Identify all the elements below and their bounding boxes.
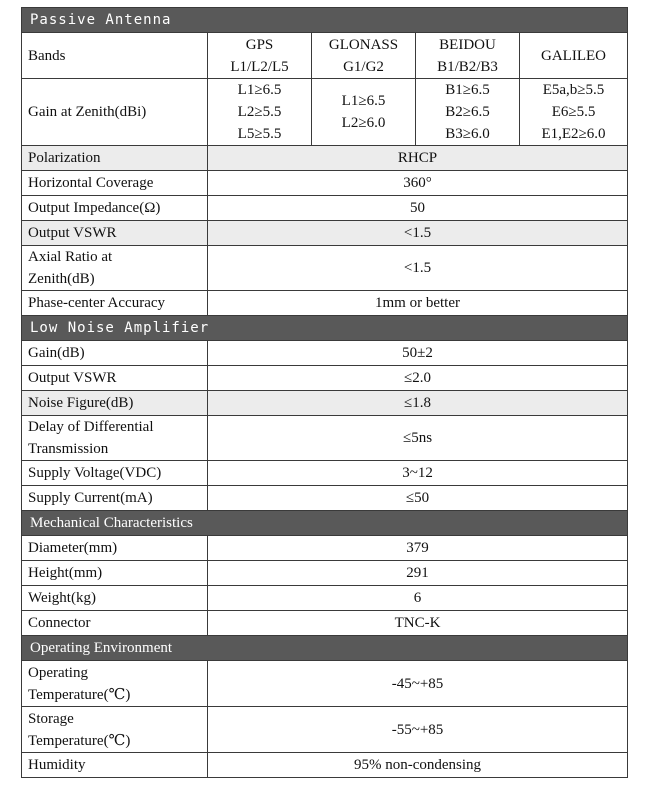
row-label (22, 416, 208, 461)
row-value: 3~12 (208, 461, 628, 486)
gain-value: B1≥6.5 (445, 82, 490, 98)
output-impedance-row (22, 196, 628, 221)
row-label: Polarization (22, 146, 208, 171)
row-value: 360° (208, 171, 628, 196)
label-line: Zenith(dB) (28, 271, 95, 287)
label-line: Storage (28, 710, 74, 727)
row-value: 1mm or better (208, 291, 628, 316)
bands-row (22, 33, 628, 79)
row-value: 50±2 (208, 341, 628, 366)
spec-table (21, 7, 628, 778)
phase-center-row (22, 291, 628, 316)
band-gps (208, 33, 312, 79)
row-value: -55~+85 (208, 707, 628, 753)
band-sub: G1/G2 (343, 58, 384, 75)
row-value: RHCP (208, 146, 628, 171)
band-glonass (312, 33, 416, 79)
storage-temp-row (22, 707, 628, 753)
row-label (22, 661, 208, 707)
row-label: Output VSWR (22, 221, 208, 246)
band-name: BEIDOU (439, 36, 496, 53)
gain-value: L1≥6.5 (237, 82, 282, 98)
label-line: Delay of Differential (28, 419, 154, 435)
bands-label: Bands (22, 33, 208, 79)
diameter-row (22, 536, 628, 561)
gain-value: E6≥5.5 (551, 104, 596, 120)
gain-value: L2≥5.5 (237, 104, 282, 120)
row-label: Connector (22, 611, 208, 636)
section-title: Operating Environment (22, 636, 628, 661)
row-label: Output VSWR (22, 366, 208, 391)
gain-gps (208, 79, 312, 146)
row-label (22, 246, 208, 291)
row-label: Height(mm) (22, 561, 208, 586)
band-name: GPS (245, 36, 274, 53)
gain-value: L2≥6.0 (341, 115, 386, 131)
row-value: 95% non-condensing (208, 753, 628, 778)
label-line: Temperature(℃) (28, 732, 131, 749)
row-label (22, 707, 208, 753)
row-label: Output Impedance(Ω) (22, 196, 208, 221)
row-value: ≤5ns (208, 416, 628, 461)
output-vswr-row (22, 221, 628, 246)
gain-glonass (312, 79, 416, 146)
row-label: Gain(dB) (22, 341, 208, 366)
row-value: ≤1.8 (208, 391, 628, 416)
section-operating-environment (22, 636, 628, 661)
band-sub: L1/L2/L5 (230, 58, 289, 75)
label-line: Axial Ratio at (28, 249, 113, 265)
row-value: <1.5 (208, 221, 628, 246)
supply-voltage-row (22, 461, 628, 486)
humidity-row (22, 753, 628, 778)
lna-gain-row (22, 341, 628, 366)
row-value: 50 (208, 196, 628, 221)
weight-row (22, 586, 628, 611)
band-name: GLONASS (328, 36, 399, 53)
row-value: 291 (208, 561, 628, 586)
row-label: Supply Voltage(VDC) (22, 461, 208, 486)
gain-beidou (416, 79, 520, 146)
gain-value: L1≥6.5 (341, 93, 386, 109)
delay-row (22, 416, 628, 461)
row-label: Noise Figure(dB) (22, 391, 208, 416)
row-label: Weight(kg) (22, 586, 208, 611)
row-label: Diameter(mm) (22, 536, 208, 561)
gain-value: B2≥6.5 (445, 104, 490, 120)
row-value: <1.5 (208, 246, 628, 291)
operating-temp-row (22, 661, 628, 707)
band-beidou (416, 33, 520, 79)
gain-row (22, 79, 628, 146)
row-value: 6 (208, 586, 628, 611)
gain-value: E5a,b≥5.5 (542, 82, 605, 98)
axial-ratio-row (22, 246, 628, 291)
gain-value: E1,E2≥6.0 (541, 126, 606, 142)
label-line: Operating (28, 664, 88, 681)
section-title: Low Noise Amplifier (22, 316, 628, 341)
gain-value: B3≥6.0 (445, 126, 490, 142)
row-label: Horizontal Coverage (22, 171, 208, 196)
row-label: Supply Current(mA) (22, 486, 208, 511)
row-value: 379 (208, 536, 628, 561)
row-value: -45~+85 (208, 661, 628, 707)
section-title: Passive Antenna (22, 8, 628, 33)
row-label: Phase-center Accuracy (22, 291, 208, 316)
connector-row (22, 611, 628, 636)
noise-figure-row (22, 391, 628, 416)
gain-value: L5≥5.5 (237, 126, 282, 142)
gain-label: Gain at Zenith(dBi) (22, 79, 208, 146)
band-sub: B1/B2/B3 (437, 58, 498, 75)
band-galileo: GALILEO (520, 33, 628, 79)
section-mechanical (22, 511, 628, 536)
row-label: Humidity (22, 753, 208, 778)
supply-current-row (22, 486, 628, 511)
section-title: Mechanical Characteristics (22, 511, 628, 536)
row-value: ≤50 (208, 486, 628, 511)
label-line: Temperature(℃) (28, 686, 131, 703)
lna-vswr-row (22, 366, 628, 391)
horizontal-coverage-row (22, 171, 628, 196)
polarization-row (22, 146, 628, 171)
height-row (22, 561, 628, 586)
section-passive-antenna (22, 8, 628, 33)
row-value: ≤2.0 (208, 366, 628, 391)
label-line: Transmission (28, 441, 109, 457)
gain-galileo (520, 79, 628, 146)
section-low-noise-amplifier (22, 316, 628, 341)
row-value: TNC-K (208, 611, 628, 636)
